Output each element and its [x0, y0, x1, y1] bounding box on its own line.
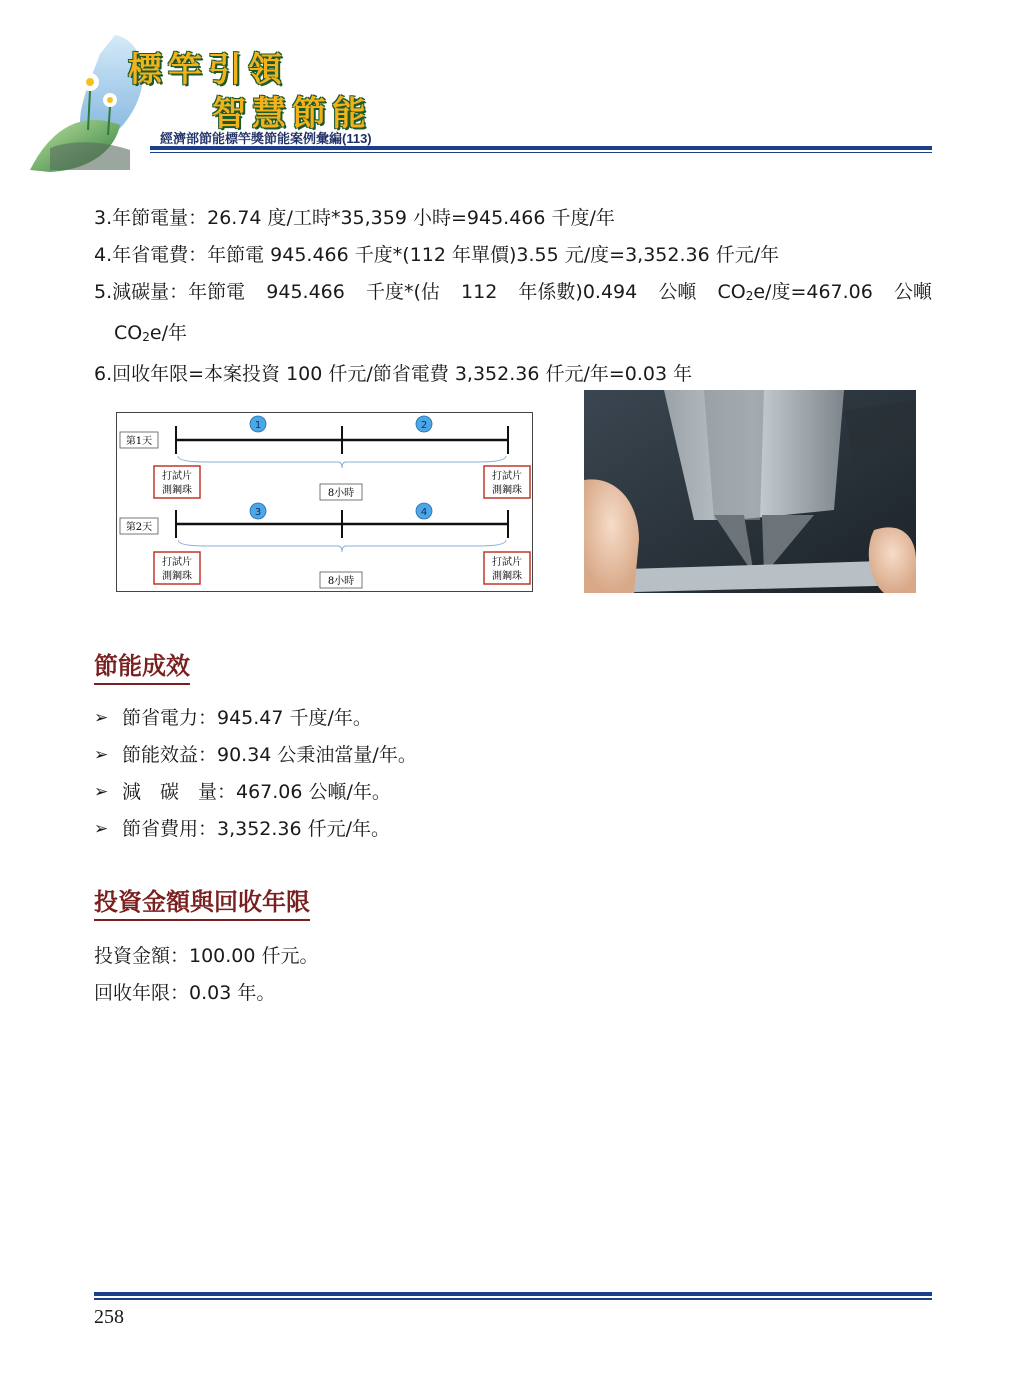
calc-line-payback: 6.回收年限=本案投資 100 仟元/節省電費 3,352.36 仟元/年=0.03 年 [94, 363, 693, 385]
header-rule [150, 146, 932, 153]
list-item: ➢ 減 碳 量：467.06 公噸/年。 [94, 774, 417, 811]
page-number: 258 [94, 1306, 124, 1328]
carbon-part: 112 [461, 281, 498, 303]
day1-label: 第1天 [125, 436, 153, 447]
svg-text:測鋼珠: 測鋼珠 [492, 571, 522, 582]
page-header [0, 0, 1024, 185]
header-title-line2: 智慧節能 [212, 94, 372, 134]
marker-3-label: 3 [254, 507, 262, 518]
calc-line-carbon-reduction [94, 274, 932, 315]
calc-line-carbon-continued: $CO_2e/$年 [114, 322, 187, 344]
section-title-energy-effect: 節能成效 [94, 646, 190, 685]
test-schedule-diagram [116, 412, 533, 592]
svg-text:打試片: 打試片 [162, 557, 192, 568]
list-item: ➢ 節能效益：90.34 公秉油當量/年。 [94, 737, 417, 774]
svg-text:打試片: 打試片 [492, 557, 522, 568]
list-item: ➢ 節省費用：3,352.36 仟元/年。 [94, 811, 417, 848]
carbon-part: 千度*(估 [365, 281, 440, 303]
carbon-part: 公噸 [658, 281, 697, 303]
svg-text:8小時: 8小時 [327, 576, 355, 587]
caliper-measurement-photo [584, 390, 916, 593]
arrow-bullet-icon: ➢ [94, 745, 109, 765]
svg-text:打試片: 打試片 [162, 471, 192, 482]
marker-4-label: 4 [420, 507, 428, 518]
svg-text:測鋼珠: 測鋼珠 [162, 571, 192, 582]
svg-text:8小時: 8小時 [327, 488, 355, 499]
footer-rule [94, 1292, 932, 1300]
carbon-part: 公噸 [893, 281, 932, 303]
arrow-bullet-icon: ➢ [94, 782, 109, 802]
section-title-investment: 投資金額與回收年限 [94, 882, 310, 921]
carbon-part: 年係數)0.494 [518, 281, 638, 303]
payback-period: 回收年限：0.03 年。 [94, 982, 276, 1004]
header-subtitle: 經濟部節能標竿獎節能案例彙編(113) [160, 131, 372, 146]
calculation-block [94, 200, 932, 393]
header-title-line1: 標竿引領 [128, 50, 288, 90]
marker-2-label: 2 [420, 420, 428, 431]
svg-text:測鋼珠: 測鋼珠 [162, 485, 192, 496]
svg-text:測鋼珠: 測鋼珠 [492, 485, 522, 496]
svg-text:打試片: 打試片 [492, 471, 522, 482]
investment-amount: 投資金額：100.00 仟元。 [94, 945, 319, 967]
carbon-part: 945.466 [266, 281, 345, 303]
investment-block [94, 938, 319, 1012]
calc-line-cost-saving: 4.年省電費：年節電 945.466 千度*(112 年單價)3.55 元/度=3,352.36 仟元/年 [94, 244, 780, 266]
carbon-part: 5.減碳量：年節電 [94, 281, 246, 303]
day2-label: 第2天 [125, 522, 153, 533]
carbon-part-co2: $CO_2e/$度=467.06 [717, 281, 873, 303]
effect-list [94, 700, 417, 848]
arrow-bullet-icon: ➢ [94, 819, 109, 839]
list-item: ➢ 節省電力：945.47 千度/年。 [94, 700, 417, 737]
calc-line-annual-saving: 3.年節電量：26.74 度/工時*35,359 小時=945.466 千度/年 [94, 207, 615, 229]
arrow-bullet-icon: ➢ [94, 708, 109, 728]
marker-1-label: 1 [254, 420, 262, 431]
